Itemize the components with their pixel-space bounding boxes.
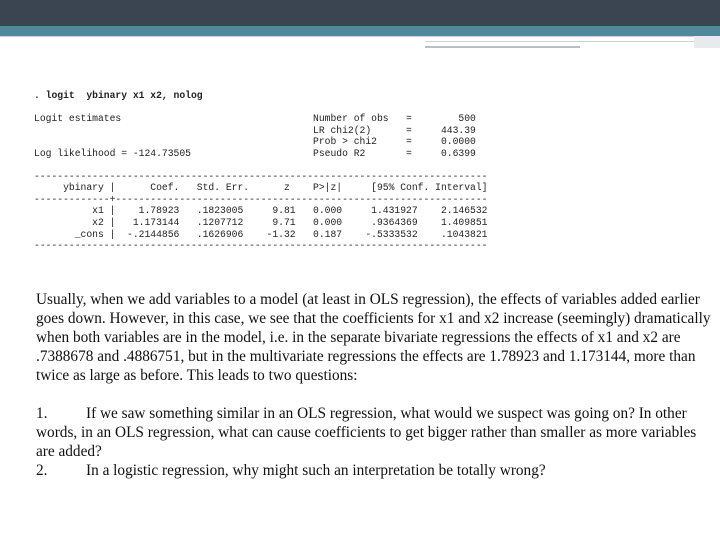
stata-command: . logit ybinary x1 x2, nolog bbox=[34, 90, 203, 101]
stata-header-line: Log likelihood = -124.73505 Pseudo R2 = 0.6399 bbox=[34, 147, 476, 159]
question-item bbox=[36, 461, 716, 480]
stata-separator: ------------------------------------------------------------------------------ bbox=[34, 170, 488, 182]
question-number: 1. bbox=[36, 405, 48, 422]
explanation-paragraph: Usually, when we add variables to a model (at least in OLS regression), the effects of variables added earlier goes down. However, in this case, we see that the coefficients for x1 and x2 increase (seemingly) dramatically when both variables are in the model, i.e. in the separate bivariate regressions the effects of x1 and x2 are .7388678 and .4886751, but in the multivariate regressions the effects are 1.78923 and 1.173144, more than twice as large as before. This leads to two questions: bbox=[36, 291, 711, 384]
stata-header-line: LR chi2(2) = 443.39 bbox=[34, 124, 476, 136]
stata-header-line: Logit estimates Number of obs = 500 bbox=[34, 113, 476, 125]
decorative-line bbox=[425, 41, 720, 42]
stata-separator: ------------------------------------------------------------------------------ bbox=[34, 240, 488, 252]
stata-row-x1: x1 | 1.78923 .1823005 9.81 0.000 1.431927 2.146532 bbox=[34, 205, 488, 217]
decorative-corner bbox=[694, 36, 720, 48]
slide-body bbox=[36, 290, 716, 480]
stata-column-header: ybinary | Coef. Std. Err. z P>|z| [95% Conf. Interval] bbox=[34, 182, 488, 194]
question-text: In a logistic regression, why might such an interpretation be totally wrong? bbox=[86, 462, 546, 479]
decorative-line bbox=[0, 36, 720, 37]
stata-header-line: Prob > chi2 = 0.0000 bbox=[34, 136, 476, 148]
stata-separator: -------------+---------------------------------------------------------------- bbox=[34, 193, 488, 205]
question-text: If we saw something similar in an OLS regression, what would we suspect was going on? In other words, in an OLS regression, what can cause coefficients to get bigger rather than smaller as more variables are added? bbox=[36, 405, 697, 460]
stata-row-cons: _cons | -.2144856 .1626906 -1.32 0.187 -.5333532 .1043821 bbox=[34, 228, 488, 240]
stata-row-x2: x2 | 1.173144 .1207712 9.71 0.000 .9364369 1.409851 bbox=[34, 217, 488, 229]
stata-output bbox=[34, 90, 487, 252]
question-item bbox=[36, 404, 716, 461]
decorative-line bbox=[425, 46, 580, 48]
slide-top-bar bbox=[0, 0, 720, 26]
question-number: 2. bbox=[36, 462, 48, 479]
slide-accent-bar bbox=[0, 26, 720, 36]
